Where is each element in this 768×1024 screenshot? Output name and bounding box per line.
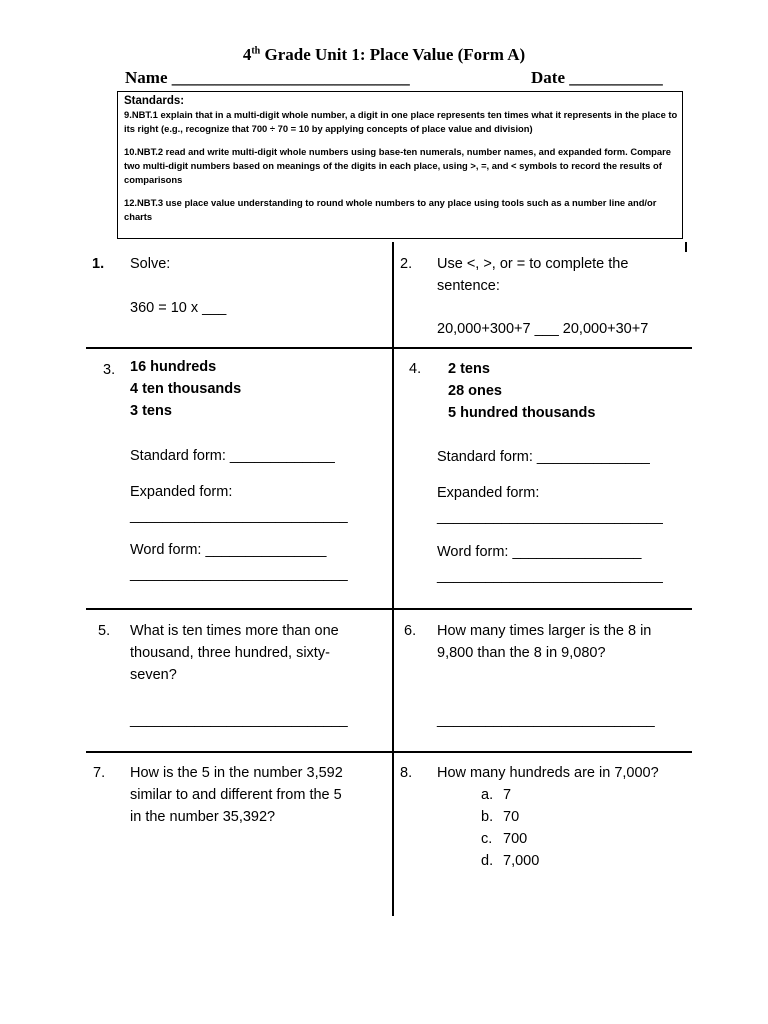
title-superscript: th xyxy=(251,45,261,57)
standard-item: 9.NBT.1 explain that in a multi-digit whole number, a digit in one place represents ten times what it represents in the place to its right (e.g., recognize that 700 ÷ 70 = 10 by applying concepts of place value and division) xyxy=(124,109,678,134)
question-3-items xyxy=(130,356,241,422)
prompt-line: similar to and different from the 5 xyxy=(130,787,342,803)
question-5-answer-line[interactable]: ___________________________ xyxy=(130,712,348,728)
question-number: 4. xyxy=(409,361,422,377)
question-4-expanded-label: Expanded form: xyxy=(437,485,540,501)
prompt-line: sentence: xyxy=(437,278,500,294)
question-3-word-form[interactable]: Word form: _______________ xyxy=(130,542,327,558)
list-item: 5 hundred thousands xyxy=(448,405,596,421)
question-1-prompt: Solve: xyxy=(130,256,171,272)
answer-option-d[interactable] xyxy=(481,850,539,872)
prompt-line: How is the 5 in the number 3,592 xyxy=(130,765,343,781)
option-text: 7 xyxy=(503,787,512,803)
option-text: 700 xyxy=(503,831,528,847)
question-3-standard-form[interactable]: Standard form: _____________ xyxy=(130,448,335,464)
title-text: Grade Unit 1: Place Value (Form A) xyxy=(260,45,526,64)
grid-vertical-divider xyxy=(392,242,394,916)
option-text: 7,000 xyxy=(503,853,540,869)
question-number: 1. xyxy=(92,256,105,272)
option-letter: b. xyxy=(481,809,494,825)
option-letter: c. xyxy=(481,831,493,847)
question-number: 8. xyxy=(400,765,413,781)
question-4-word-line[interactable]: ____________________________ xyxy=(437,568,663,584)
name-field[interactable]: Name ____________________________ xyxy=(125,68,410,87)
standards-heading: Standards: xyxy=(124,95,185,107)
question-2-prompt xyxy=(437,253,628,297)
question-3-expanded-label: Expanded form: xyxy=(130,484,233,500)
question-2-expression[interactable]: 20,000+300+7 ___ 20,000+30+7 xyxy=(437,321,649,337)
worksheet-title xyxy=(0,45,768,65)
question-4-items xyxy=(448,358,595,424)
list-item: 16 hundreds xyxy=(130,359,217,375)
question-number: 5. xyxy=(98,623,111,639)
title-grade: 4 xyxy=(242,45,252,64)
question-number: 7. xyxy=(93,765,106,781)
grid-top-right-rule xyxy=(685,242,687,252)
question-1-equation[interactable]: 360 = 10 x ___ xyxy=(130,300,227,316)
question-8-prompt: How many hundreds are in 7,000? xyxy=(437,765,659,781)
question-number: 3. xyxy=(103,362,116,378)
question-number: 2. xyxy=(400,256,413,272)
question-5-prompt xyxy=(130,620,339,686)
question-3-expanded-line[interactable]: ___________________________ xyxy=(130,508,348,524)
standard-item: 12.NBT.3 use place value understanding to round whole numbers to any place using tools such as a number line and/or charts xyxy=(124,197,657,222)
list-item: 4 ten thousands xyxy=(130,381,242,397)
list-item: 3 tens xyxy=(130,403,172,419)
date-field[interactable]: Date ___________ xyxy=(531,68,663,87)
grid-divider-row3 xyxy=(86,751,692,753)
prompt-line: in the number 35,392? xyxy=(130,809,276,825)
prompt-line: What is ten times more than one xyxy=(130,623,339,639)
option-text: 70 xyxy=(503,809,520,825)
option-letter: a. xyxy=(481,787,494,803)
question-3-word-line[interactable]: ___________________________ xyxy=(130,566,348,582)
question-6-prompt xyxy=(437,620,651,664)
standards-box xyxy=(117,91,683,239)
list-item: 2 tens xyxy=(448,361,490,377)
standard-item: 10.NBT.2 read and write multi-digit whole numbers using base-ten numerals, number names, and expanded form. Compare two multi-digit numbers based on meanings of the digits in each place, using >, =, and < symbols to record the results of comparisons xyxy=(124,146,671,185)
question-number: 6. xyxy=(404,623,417,639)
prompt-line: Use <, >, or = to complete the xyxy=(437,256,629,272)
question-7-prompt xyxy=(130,762,343,828)
question-4-word-form[interactable]: Word form: ________________ xyxy=(437,544,642,560)
list-item: 28 ones xyxy=(448,383,502,399)
question-4-standard-form[interactable]: Standard form: ______________ xyxy=(437,449,650,465)
answer-option-b[interactable] xyxy=(481,806,539,828)
grid-divider-row1 xyxy=(86,347,692,349)
question-8-options xyxy=(481,784,539,872)
grid-divider-row2 xyxy=(86,608,692,610)
prompt-line: 9,800 than the 8 in 9,080? xyxy=(437,645,606,661)
prompt-line: seven? xyxy=(130,667,177,683)
answer-option-c[interactable] xyxy=(481,828,539,850)
option-letter: d. xyxy=(481,853,494,869)
answer-option-a[interactable] xyxy=(481,784,539,806)
prompt-line: thousand, three hundred, sixty- xyxy=(130,645,330,661)
prompt-line: How many times larger is the 8 in xyxy=(437,623,652,639)
question-4-expanded-line[interactable]: ____________________________ xyxy=(437,509,663,525)
question-6-answer-line[interactable]: ___________________________ xyxy=(437,712,655,728)
